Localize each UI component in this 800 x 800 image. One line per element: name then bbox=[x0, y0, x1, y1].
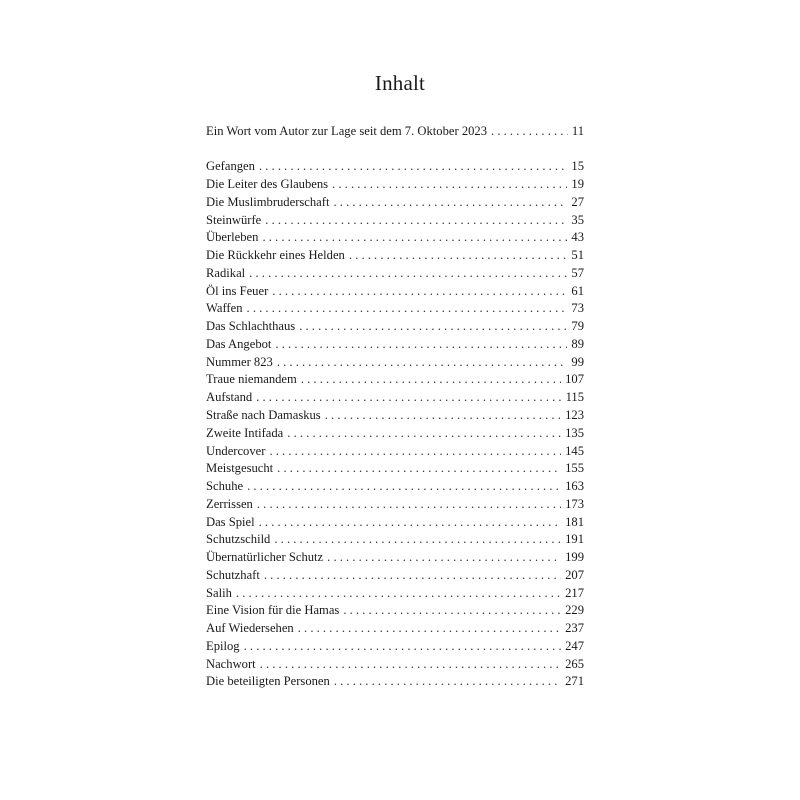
toc-entry-label: Die Muslimbruderschaft bbox=[206, 194, 330, 209]
toc-entry-label: Die Leiter des Glaubens bbox=[206, 177, 329, 192]
toc-entry bbox=[206, 567, 584, 585]
toc-entry bbox=[206, 531, 584, 549]
toc-entry-label: Auf Wiedersehen bbox=[206, 621, 294, 636]
dot-leader bbox=[349, 247, 568, 265]
dot-leader bbox=[269, 443, 561, 461]
dot-leader bbox=[249, 265, 567, 283]
toc-entry bbox=[206, 265, 584, 283]
section-gap bbox=[206, 141, 584, 159]
toc-entry-label: Übernatürlicher Schutz bbox=[206, 550, 324, 565]
toc-entry-label: Schuhe bbox=[206, 479, 244, 494]
toc-entry-page-number: 181 bbox=[565, 514, 584, 529]
dot-leader bbox=[287, 425, 561, 443]
toc-entry bbox=[206, 638, 584, 656]
dot-leader bbox=[275, 336, 567, 354]
toc-entry-page-number: 145 bbox=[565, 443, 584, 458]
dot-leader bbox=[491, 123, 568, 141]
toc-entry-page-number: 199 bbox=[565, 550, 584, 565]
toc-entry-page-number: 163 bbox=[565, 479, 584, 494]
toc-entry bbox=[206, 478, 584, 496]
toc-entry-page-number: 99 bbox=[571, 354, 584, 369]
toc-entry-page-number: 57 bbox=[571, 265, 584, 280]
toc-entry bbox=[206, 425, 584, 443]
toc-entry bbox=[206, 460, 584, 478]
toc-entry-label: Zerrissen bbox=[206, 496, 253, 511]
toc-entry-page-number: 237 bbox=[565, 621, 584, 636]
toc-entry-page-number: 15 bbox=[571, 159, 584, 174]
dot-leader bbox=[259, 514, 561, 532]
dot-leader bbox=[257, 496, 561, 514]
toc-entry bbox=[206, 371, 584, 389]
toc-entry bbox=[206, 247, 584, 265]
toc-entry bbox=[206, 656, 584, 674]
toc-entry bbox=[206, 300, 584, 318]
toc-entry-page-number: 247 bbox=[565, 638, 584, 653]
toc-entry bbox=[206, 549, 584, 567]
toc-entry-page-number: 155 bbox=[565, 461, 584, 476]
toc-entry bbox=[206, 212, 584, 230]
toc-entry-label: Traue niemandem bbox=[206, 372, 297, 387]
toc-entry-page-number: 89 bbox=[571, 336, 584, 351]
toc-entry bbox=[206, 354, 584, 372]
toc-entry-preface bbox=[206, 123, 584, 141]
toc-entry-label: Nachwort bbox=[206, 656, 256, 671]
dot-leader bbox=[247, 478, 561, 496]
toc-entry-page-number: 229 bbox=[565, 603, 584, 618]
dot-leader bbox=[299, 318, 567, 336]
dot-leader bbox=[247, 300, 568, 318]
toc-entry-page-number: 265 bbox=[565, 656, 584, 671]
dot-leader bbox=[327, 549, 561, 567]
toc-entry-label: Die Rückkehr eines Helden bbox=[206, 248, 345, 263]
toc-entry-label: Nummer 823 bbox=[206, 354, 273, 369]
toc-entry-label: Radikal bbox=[206, 265, 246, 280]
toc-entry bbox=[206, 496, 584, 514]
dot-leader bbox=[343, 602, 561, 620]
dot-leader bbox=[260, 656, 561, 674]
toc-entry-page-number: 11 bbox=[571, 124, 584, 138]
toc-entry bbox=[206, 229, 584, 247]
toc-entry-page-number: 107 bbox=[565, 372, 584, 387]
toc-entry-page-number: 79 bbox=[571, 319, 584, 334]
toc-entry-page-number: 123 bbox=[565, 407, 584, 422]
dot-leader bbox=[236, 585, 561, 603]
toc-entry-page-number: 173 bbox=[565, 496, 584, 511]
toc-entry-label: Straße nach Damaskus bbox=[206, 407, 321, 422]
toc-entry-label: Steinwürfe bbox=[206, 212, 262, 227]
toc-entry-page-number: 61 bbox=[571, 283, 584, 298]
page-title: Inhalt bbox=[374, 71, 426, 95]
dot-leader bbox=[325, 407, 561, 425]
toc-entry-label: Undercover bbox=[206, 443, 266, 458]
dot-leader bbox=[274, 531, 561, 549]
toc-entry bbox=[206, 620, 584, 638]
toc-entry-page-number: 207 bbox=[565, 567, 584, 582]
toc-entry bbox=[206, 443, 584, 461]
toc-entry-label: Das Angebot bbox=[206, 336, 272, 351]
toc-entry-label: Ein Wort vom Autor zur Lage seit dem 7. Oktober 2023 bbox=[206, 124, 488, 138]
toc-entry bbox=[206, 318, 584, 336]
toc-entry bbox=[206, 407, 584, 425]
toc-entry bbox=[206, 158, 584, 176]
toc-entry-page-number: 135 bbox=[565, 425, 584, 440]
dot-leader bbox=[334, 673, 561, 691]
dot-leader bbox=[272, 283, 567, 301]
toc-entry-page-number: 51 bbox=[571, 248, 584, 263]
toc-entry-label: Waffen bbox=[206, 301, 243, 316]
dot-leader bbox=[298, 620, 561, 638]
dot-leader bbox=[277, 460, 561, 478]
toc-entry-page-number: 43 bbox=[571, 230, 584, 245]
toc-entry-label: Das Schlachthaus bbox=[206, 319, 296, 334]
toc-entry-label: Schutzhaft bbox=[206, 567, 260, 582]
toc-entry-label: Öl ins Feuer bbox=[206, 283, 269, 298]
dot-leader bbox=[332, 176, 567, 194]
toc-entry-label: Salih bbox=[206, 585, 232, 600]
toc-entry-page-number: 217 bbox=[565, 585, 584, 600]
toc-entry-label: Gefangen bbox=[206, 159, 255, 174]
toc-entry-label: Aufstand bbox=[206, 390, 253, 405]
dot-leader bbox=[265, 212, 567, 230]
toc-entry-page-number: 35 bbox=[571, 212, 584, 227]
toc-entry-page-number: 19 bbox=[571, 177, 584, 192]
toc-entry-label: Epilog bbox=[206, 638, 240, 653]
dot-leader bbox=[244, 638, 562, 656]
toc-entry bbox=[206, 514, 584, 532]
toc-entry-label: Die beteiligten Personen bbox=[206, 674, 330, 689]
toc-entry-page-number: 73 bbox=[571, 301, 584, 316]
table-of-contents bbox=[206, 123, 584, 691]
toc-entry-label: Meistgesucht bbox=[206, 461, 274, 476]
toc-entry-label: Schutzschild bbox=[206, 532, 271, 547]
dot-leader bbox=[277, 354, 568, 372]
toc-entry-label: Zweite Intifada bbox=[206, 425, 284, 440]
toc-entry bbox=[206, 673, 584, 691]
chapter-list bbox=[206, 158, 584, 691]
toc-entry bbox=[206, 389, 584, 407]
toc-entry-page-number: 191 bbox=[565, 532, 584, 547]
toc-entry-label: Eine Vision für die Hamas bbox=[206, 603, 340, 618]
dot-leader bbox=[333, 194, 567, 212]
toc-entry bbox=[206, 336, 584, 354]
toc-entry-label: Das Spiel bbox=[206, 514, 255, 529]
dot-leader bbox=[262, 229, 567, 247]
dot-leader bbox=[264, 567, 561, 585]
toc-entry bbox=[206, 585, 584, 603]
toc-entry bbox=[206, 176, 584, 194]
dot-leader bbox=[301, 371, 561, 389]
toc-entry-label: Überleben bbox=[206, 230, 259, 245]
toc-entry bbox=[206, 283, 584, 301]
toc-entry-page-number: 27 bbox=[571, 194, 584, 209]
toc-entry bbox=[206, 194, 584, 212]
dot-leader bbox=[256, 389, 561, 407]
toc-entry-page-number: 271 bbox=[565, 674, 584, 689]
toc-entry-page-number: 115 bbox=[565, 390, 584, 405]
toc-entry bbox=[206, 602, 584, 620]
dot-leader bbox=[259, 158, 567, 176]
